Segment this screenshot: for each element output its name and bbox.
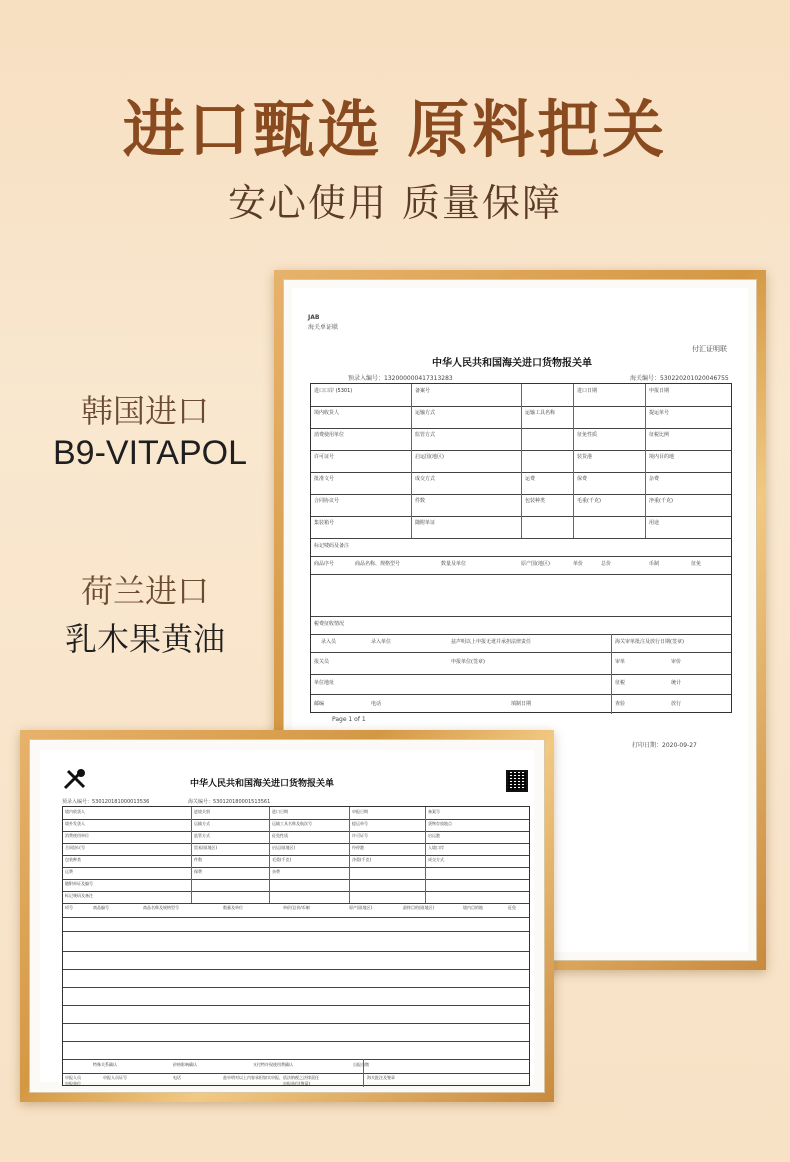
doc1-field: 备案号 xyxy=(415,388,431,394)
doc2-field: 提运单号 xyxy=(352,821,368,826)
doc1-field: 兹声明以上申报无讹并承担法律责任 xyxy=(451,639,532,645)
doc2-field: 电话 xyxy=(173,1075,181,1080)
doc1-print-date: 打印日期：2020-09-27 xyxy=(632,742,697,749)
doc1-field: 录入单位 xyxy=(371,639,392,645)
doc2-field: 成交方式 xyxy=(428,857,444,862)
doc1-field: 成交方式 xyxy=(415,476,436,482)
doc1-field: 审价 xyxy=(671,659,682,665)
doc1-field: 征税 xyxy=(615,680,626,686)
doc1-field: 保费 xyxy=(577,476,588,482)
doc2-field: 征免 xyxy=(508,905,516,910)
doc1-field: 批准文号 xyxy=(314,476,335,482)
doc1-field: 电话 xyxy=(371,701,382,707)
doc1-field: 包装种类 xyxy=(525,498,546,504)
doc2-field: 备案号 xyxy=(428,809,440,814)
doc2-field: 自报自缴 xyxy=(353,1062,369,1067)
doc1-field: 申报日期 xyxy=(649,388,670,394)
doc2-field: 杂费 xyxy=(272,869,280,874)
doc2-field: 价格影响确认 xyxy=(173,1062,197,1067)
doc1-field: 录入员 xyxy=(321,639,337,645)
doc1-field: 进口口岸 (5301) xyxy=(314,388,353,394)
doc1-field: 单价 xyxy=(573,561,584,567)
doc1-field: 审单 xyxy=(615,659,626,665)
doc2-field: 监管方式 xyxy=(194,833,210,838)
hero-subtitle: 安心使用 质量保障 xyxy=(227,181,563,225)
doc1-field: 进口日期 xyxy=(577,388,598,394)
doc2-field: 海关批注及签章 xyxy=(367,1075,395,1080)
doc1-customs-no: 海关编号：530220201020046755 xyxy=(630,375,729,382)
doc1-header-right: 付汇证明联 xyxy=(692,345,727,353)
doc1-field: 征税比例 xyxy=(649,432,670,438)
doc2-field: 申报日期 xyxy=(352,809,368,814)
doc2-customs-no: 海关编号：530120180001513561 xyxy=(188,799,271,805)
doc2-field: 运费 xyxy=(65,869,73,874)
doc1-field: 运输方式 xyxy=(415,410,436,416)
doc2-field: 随附单证及编号 xyxy=(65,881,93,886)
doc1-field: 数量及单位 xyxy=(441,561,467,567)
doc1-field: 征免 xyxy=(691,561,702,567)
doc2-field: 标记唛码及备注 xyxy=(65,893,93,898)
doc2-field: 境内收货人 xyxy=(65,809,85,814)
doc2-field: 进口日期 xyxy=(272,809,288,814)
doc2-title: 中华人民共和国海关进口货物报关单 xyxy=(190,779,335,789)
doc2-field: 运输工具名称及航次号 xyxy=(272,821,312,826)
doc2-field: 商品名称及规格型号 xyxy=(143,905,179,910)
doc2-field: 经停港 xyxy=(352,845,364,850)
doc1-title: 中华人民共和国海关进口货物报关单 xyxy=(432,358,592,369)
doc2-field: 原产国(地区) xyxy=(349,905,373,910)
doc1-pre-no: 预录入编号：132000000417313283 xyxy=(348,375,453,382)
doc2-field: 兹申明对以上内容承担如实申报、依法纳税之法律责任 xyxy=(223,1075,319,1080)
doc2-field: 毛重(千克) xyxy=(272,857,292,862)
customs-declaration-2 xyxy=(40,750,534,1086)
doc2-field: 申报单位(签章) xyxy=(283,1081,311,1086)
doc1-field: 合同协议号 xyxy=(314,498,340,504)
doc1-field: 标记唛码及备注 xyxy=(314,543,350,549)
doc1-field: 原产国(地区) xyxy=(521,561,550,567)
doc1-field: 运费 xyxy=(525,476,536,482)
doc1-field: 启运国(地区) xyxy=(415,454,444,460)
doc2-field: 运输方式 xyxy=(194,821,210,826)
qr-code-icon xyxy=(506,770,528,792)
doc2-field: 征免性质 xyxy=(272,833,288,838)
label-korea-en: B9-VITAPOL xyxy=(53,434,247,472)
doc1-field: 海关审单批注及放行日期(签章) xyxy=(615,639,684,645)
doc2-field: 项号 xyxy=(65,905,73,910)
doc1-page: Page 1 of 1 xyxy=(332,716,366,723)
customs-declaration-frame-2 xyxy=(20,730,554,1102)
doc1-field: 商品序号 xyxy=(314,561,335,567)
doc2-field: 启运国(地区) xyxy=(272,845,296,850)
doc2-pre-no: 预录入编号：530120181000013536 xyxy=(62,799,150,805)
doc1-field: 件数 xyxy=(415,498,426,504)
doc1-field: 税费征收情况 xyxy=(314,621,345,627)
doc1-field: 邮编 xyxy=(314,701,325,707)
doc2-field: 单价/总价/币制 xyxy=(283,905,310,910)
doc1-field: 装货港 xyxy=(577,454,593,460)
doc2-field: 支付特许权使用费确认 xyxy=(253,1062,293,1067)
doc2-field: 数量及单位 xyxy=(223,905,243,910)
doc2-field: 货物存放地点 xyxy=(428,821,452,826)
doc1-field: 征免性质 xyxy=(577,432,598,438)
doc2-form-grid xyxy=(62,806,530,1086)
doc1-field: 用途 xyxy=(649,520,660,526)
doc2-field: 消费使用单位 xyxy=(65,833,89,838)
label-netherlands-en: 乳木果黄油 xyxy=(64,620,225,658)
doc2-field: 包装种类 xyxy=(65,857,81,862)
doc1-field: 查验 xyxy=(615,701,626,707)
doc1-field: 监管方式 xyxy=(415,432,436,438)
doc2-field: 商品编号 xyxy=(93,905,109,910)
doc1-field: 境内收货人 xyxy=(314,410,340,416)
doc2-field: 特殊关系确认 xyxy=(93,1062,117,1067)
doc1-field: 毛重(千克) xyxy=(577,498,601,504)
doc1-field: 许可证号 xyxy=(314,454,335,460)
doc1-field: 放行 xyxy=(671,701,682,707)
doc1-field: 杂费 xyxy=(649,476,660,482)
doc1-field: 运输工具名称 xyxy=(525,410,556,416)
doc1-field: 币制 xyxy=(649,561,660,567)
doc2-field: 净重(千克) xyxy=(352,857,372,862)
label-netherlands-cn: 荷兰进口 xyxy=(80,572,209,610)
doc2-field: 件数 xyxy=(194,857,202,862)
customs-declaration-1: JAB 海关单证联 付汇证明联 中华人民共和国海关进口货物报关单 预录入编号：132000000417313283 海关编号：530220201020046755 进口口岸 (5301) 备案号 进口日期 申报日期 境内收货人 运输方式 运输工具名称 提运单号 消费使用单位 监管方式 征免性质 征税比例 许可证号 启运国(地区) 装货港 境内目的地 批准文号 成交方式 运费 保费 杂费 合同协议号 件数 包装种类 毛重(千克) 净重(千克) 集装箱号 随附单证 用途 标记唛码及备注 商品序号 商品名称、规格型号 数量及单位 原产国(地区) 单价 总价 币制 征免 税费征收情况 录入员 录入单位 兹声明以上申报无讹并承担法律责任 海关审单批注及放行日期(签章) 报关员 申报单位(签章) 审单 审价 单位地址 征税 统计 邮编 电话 填制日期 查验 放行 Page 1 of 1 打印日期：2020-09-27 xyxy=(292,288,748,952)
doc1-form-grid xyxy=(310,383,732,713)
doc1-field: 消费使用单位 xyxy=(314,432,345,438)
doc1-field: 净重(千克) xyxy=(649,498,673,504)
doc2-field: 最终目的国(地区) xyxy=(403,905,435,910)
doc1-field: 提运单号 xyxy=(649,410,670,416)
doc1-field: 商品名称、规格型号 xyxy=(355,561,401,567)
doc1-field: 申报单位(签章) xyxy=(451,659,485,665)
doc2-field: 申报单位 xyxy=(65,1081,81,1086)
doc2-field: 合同协议号 xyxy=(65,845,85,850)
doc1-field: 填制日期 xyxy=(511,701,532,707)
doc2-field: 入境口岸 xyxy=(428,845,444,850)
doc1-field: 随附单证 xyxy=(415,520,436,526)
doc2-field: 许可证号 xyxy=(352,833,368,838)
doc1-field: 境内目的地 xyxy=(649,454,675,460)
doc2-field: 境内目的地 xyxy=(463,905,483,910)
doc2-field: 申报人员证号 xyxy=(103,1075,127,1080)
doc2-field: 保费 xyxy=(194,869,202,874)
doc1-field: 统计 xyxy=(671,680,682,686)
label-korea-cn: 韩国进口 xyxy=(80,392,209,430)
hero-title: 进口甄选 原料把关 xyxy=(122,93,668,166)
doc2-field: 境外发货人 xyxy=(65,821,85,826)
doc1-field: 集装箱号 xyxy=(314,520,335,526)
doc1-field: 总价 xyxy=(601,561,612,567)
doc1-field: 报关员 xyxy=(314,659,330,665)
doc2-field: 启运港 xyxy=(428,833,440,838)
doc2-field: 进境关别 xyxy=(194,809,210,814)
doc2-field: 申报人员 xyxy=(65,1075,81,1080)
doc2-field: 贸易国(地区) xyxy=(194,845,218,850)
doc1-field: 单位地址 xyxy=(314,680,335,686)
customs-emblem-icon xyxy=(62,766,88,792)
